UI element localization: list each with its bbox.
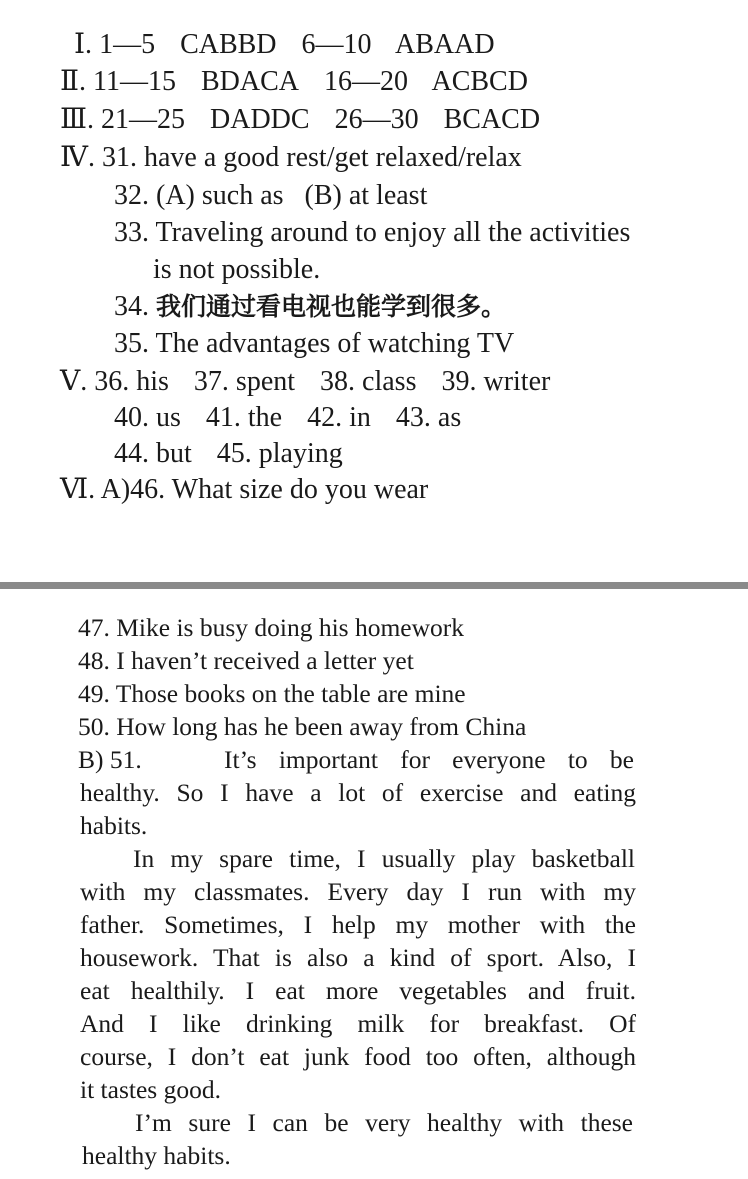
blank-answer: 40. us bbox=[114, 402, 181, 433]
answer-32 bbox=[114, 177, 427, 214]
answer-49: 49. Those books on the table are mine bbox=[78, 679, 466, 708]
section-5-line-1 bbox=[60, 363, 550, 400]
question-range: 16—20 bbox=[324, 66, 409, 97]
question-range: 1—5 bbox=[99, 29, 156, 60]
answer-33-text: 33. Traveling around to enjoy all the activities bbox=[114, 217, 631, 248]
question-range: 6—10 bbox=[301, 29, 372, 60]
answer-34 bbox=[114, 288, 506, 325]
section-label: Ⅱ. bbox=[60, 66, 87, 97]
essay-line-5: with my classmates. Every day I run with my bbox=[80, 877, 636, 906]
section-5-line-3 bbox=[114, 435, 343, 472]
section-label: Ⅵ. bbox=[60, 474, 96, 505]
question-range: 26—30 bbox=[334, 104, 419, 135]
blank-answer: 41. the bbox=[205, 402, 283, 433]
essay-line-7: housework. That is also a kind of sport. Also, I bbox=[80, 943, 636, 972]
answer-46: A)46. What size do you wear bbox=[100, 474, 429, 505]
blank-answer: 42. in bbox=[307, 402, 371, 433]
answer-33-continuation: is not possible. bbox=[153, 254, 321, 285]
answer-group: CABBD bbox=[180, 29, 277, 60]
essay-text: It’s important for everyone to be bbox=[224, 745, 634, 774]
essay-line-9: And I like drinking milk for breakfast. Of bbox=[80, 1009, 636, 1038]
essay-line-11: it tastes good. bbox=[80, 1075, 221, 1104]
answer-34-number: 34. bbox=[114, 291, 149, 322]
blank-answer: 36. his bbox=[94, 366, 169, 397]
answer-33-line-2 bbox=[153, 251, 320, 288]
answer-31: 31. have a good rest/get relaxed/relax bbox=[101, 142, 522, 173]
section-label: Ⅳ. bbox=[60, 142, 95, 173]
section-4-line bbox=[60, 139, 522, 176]
section-5-line-2 bbox=[114, 399, 461, 436]
answer-35 bbox=[114, 325, 514, 362]
section-label: Ⅰ. bbox=[74, 29, 93, 60]
answer-group: ABAAD bbox=[395, 29, 495, 60]
essay-line-8: eat healthily. I eat more vegetables and fruit. bbox=[80, 976, 636, 1005]
section-label: Ⅴ. bbox=[60, 366, 88, 397]
essay-line-12: I’m sure I can be very healthy with these bbox=[135, 1108, 633, 1137]
blank-answer: 38. class bbox=[320, 366, 417, 397]
answer-group: BDACA bbox=[201, 66, 300, 97]
essay-line-4: In my spare time, I usually play basketball bbox=[133, 844, 635, 873]
answer-35-text: 35. The advantages of watching TV bbox=[114, 328, 515, 359]
answer-33-line-1 bbox=[114, 214, 630, 251]
essay-line-6: father. Sometimes, I help my mother with the bbox=[80, 910, 636, 939]
page-divider bbox=[0, 582, 748, 589]
answer-48: 48. I haven’t received a letter yet bbox=[78, 646, 414, 675]
section-2-line bbox=[60, 63, 528, 100]
answer-32-text: 32. (A) such as (B) at least bbox=[114, 180, 428, 211]
answer-50: 50. How long has he been away from China bbox=[78, 712, 527, 741]
question-range: 21—25 bbox=[101, 104, 186, 135]
section-label: Ⅲ. bbox=[60, 104, 95, 135]
answer-key-top-section bbox=[0, 0, 748, 582]
question-range: 11—15 bbox=[93, 66, 176, 97]
answer-51-label: B) 51. bbox=[78, 745, 142, 774]
blank-answer: 43. as bbox=[395, 402, 462, 433]
blank-answer: 44. but bbox=[114, 438, 192, 469]
blank-answer: 37. spent bbox=[193, 366, 296, 397]
blank-answer: 39. writer bbox=[441, 366, 551, 397]
essay-line-10: course, I don’t eat junk food too often, although bbox=[80, 1042, 636, 1071]
answer-group: DADDC bbox=[210, 104, 310, 135]
answer-key-bottom-section bbox=[0, 589, 748, 1179]
blank-answer: 45. playing bbox=[216, 438, 343, 469]
answer-group: BCACD bbox=[443, 104, 541, 135]
section-6-line bbox=[60, 471, 428, 508]
essay-line-3: habits. bbox=[80, 811, 148, 840]
section-1-line bbox=[74, 26, 495, 63]
answer-group: ACBCD bbox=[431, 66, 528, 97]
answer-34-chinese-text: 我们通过看电视也能学到很多。 bbox=[156, 292, 507, 321]
essay-line-2: healthy. So I have a lot of exercise and eating bbox=[80, 778, 636, 807]
section-3-line bbox=[60, 101, 540, 138]
essay-line-1 bbox=[78, 743, 634, 776]
answer-47: 47. Mike is busy doing his homework bbox=[78, 613, 465, 642]
essay-line-13: healthy habits. bbox=[82, 1141, 231, 1170]
